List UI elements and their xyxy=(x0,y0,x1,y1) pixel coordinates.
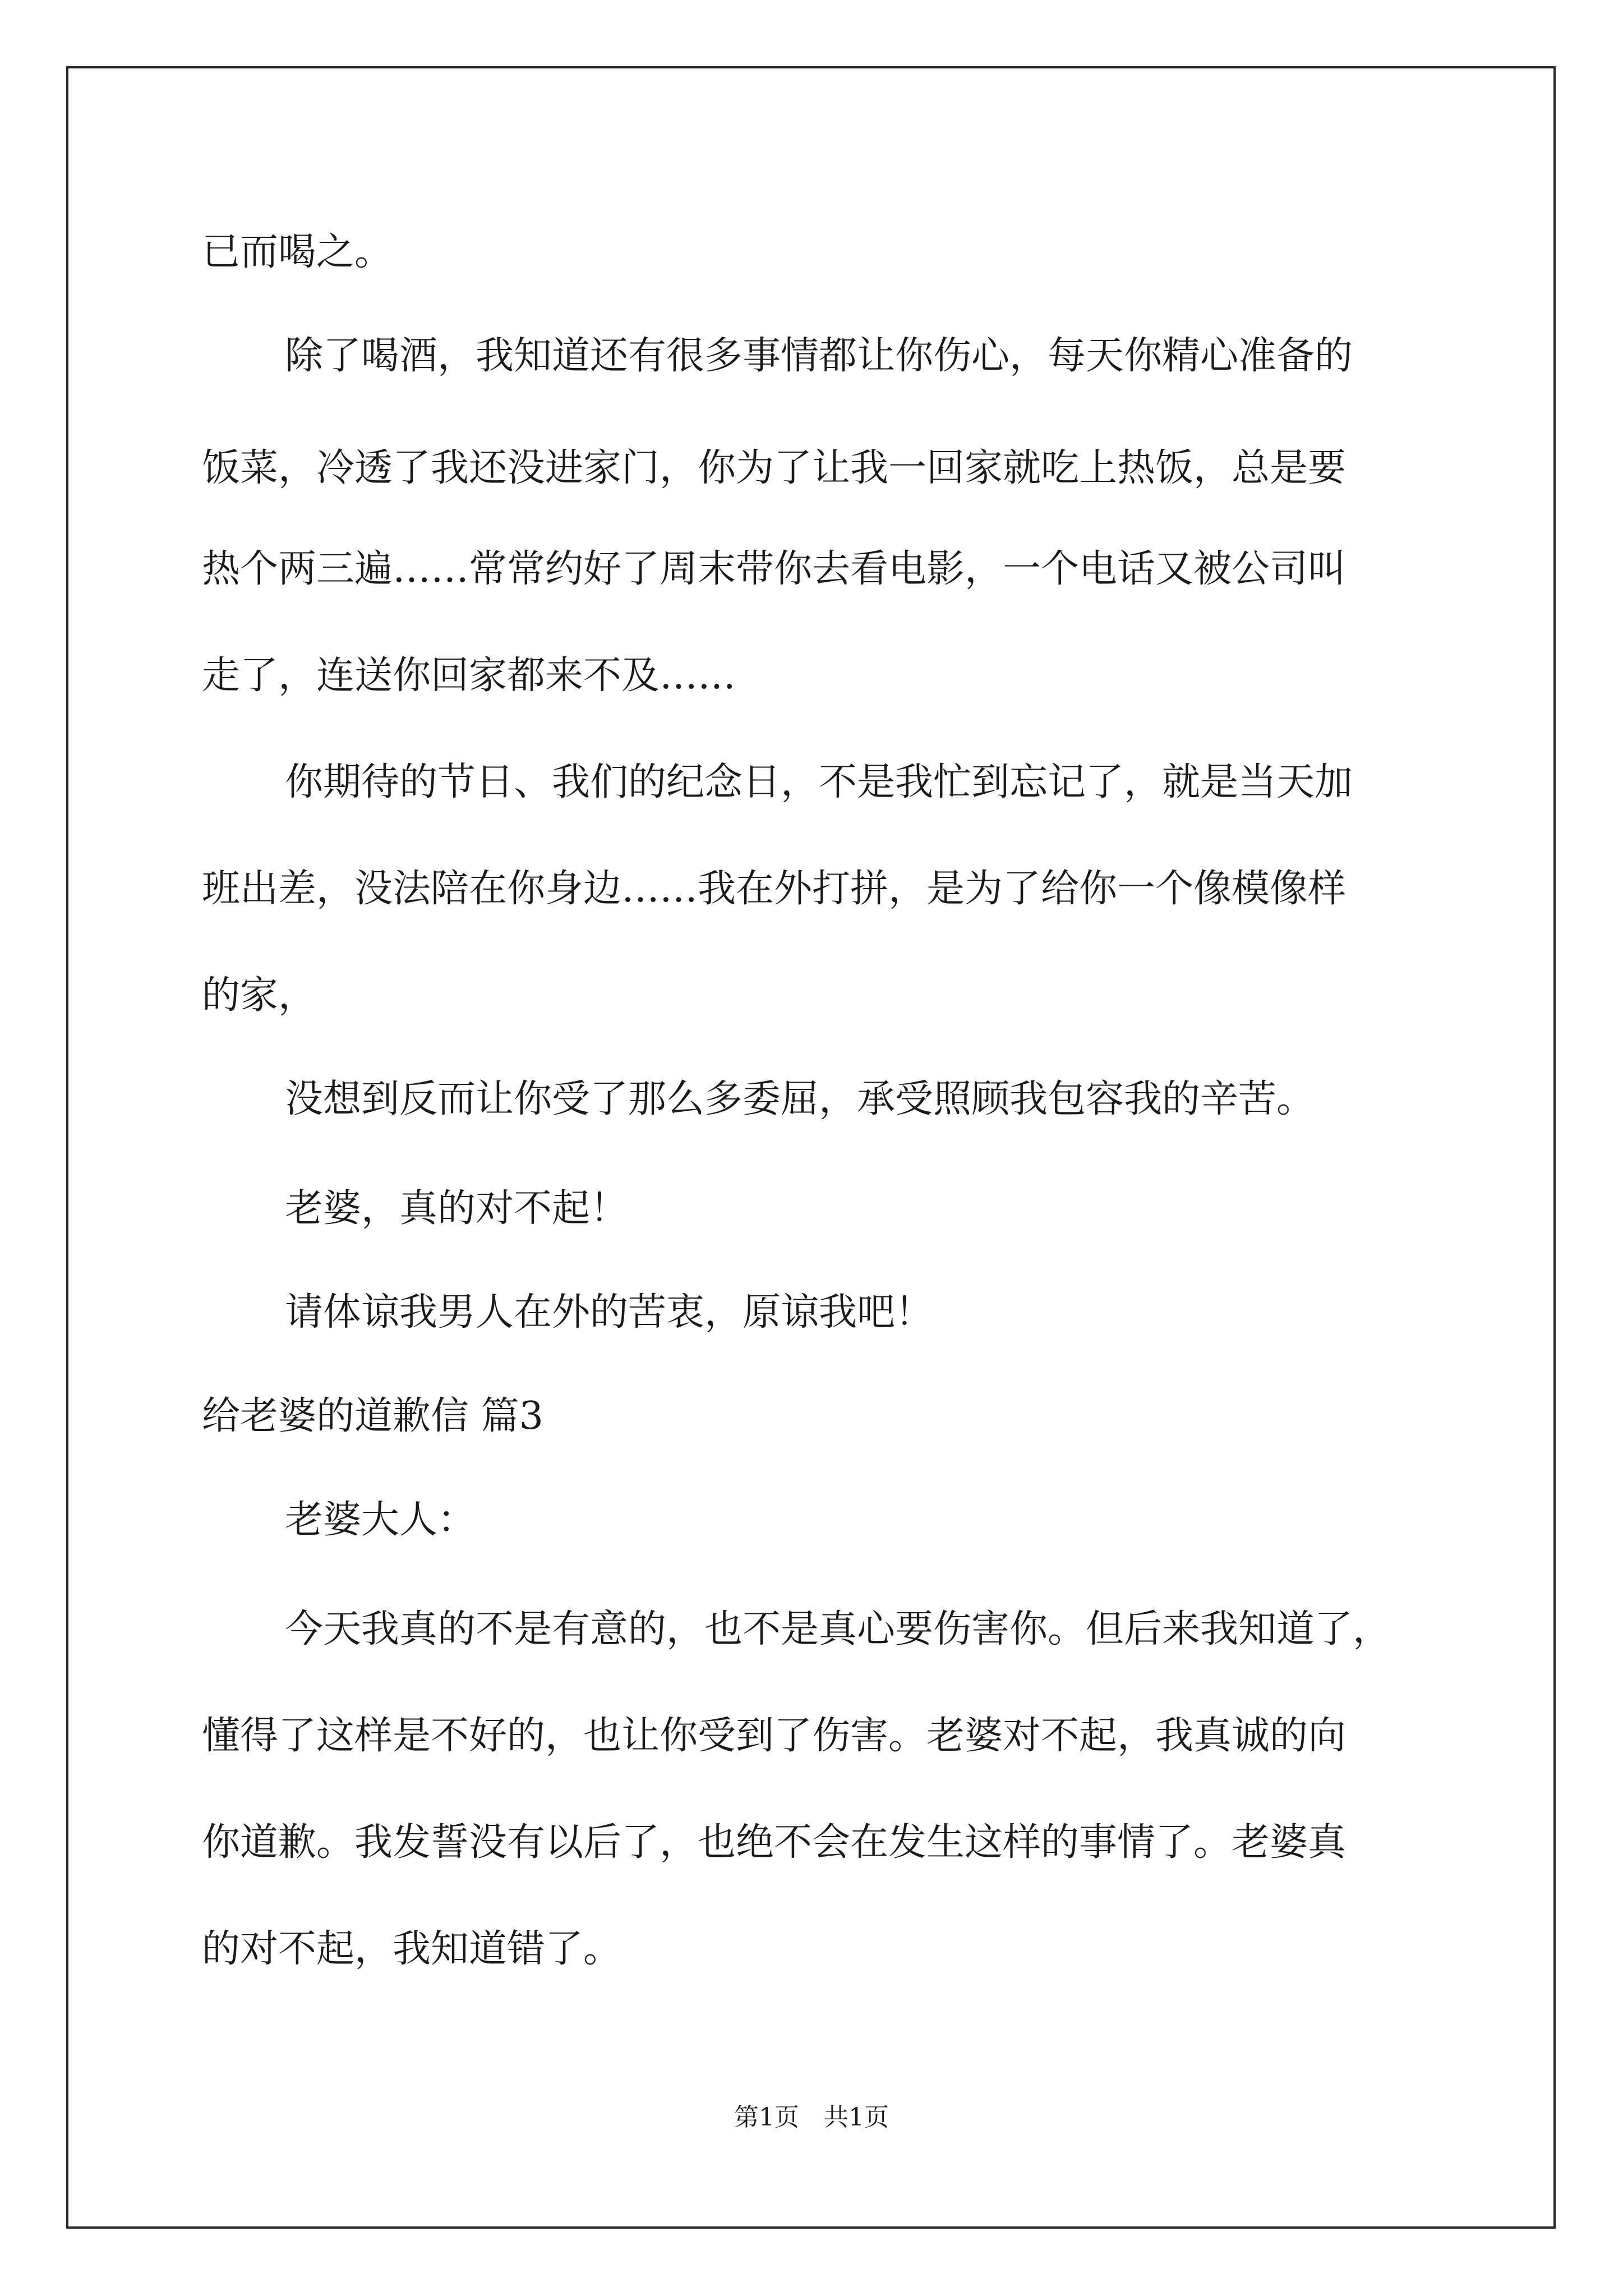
text-line: 请体谅我男人在外的苦衷，原谅我吧！ xyxy=(285,1290,934,1335)
text-line: 你道歉。我发誓没有以后了，也绝不会在发生这样的事情了。老婆真 xyxy=(202,1820,1347,1865)
text-line: 的对不起，我知道错了。 xyxy=(202,1927,622,1971)
salutation: 老婆大人： xyxy=(285,1498,476,1542)
section-heading: 给老婆的道歉信 篇3 xyxy=(202,1394,543,1438)
text-line: 没想到反而让你受了那么多委屈，承受照顾我包容我的辛苦。 xyxy=(285,1077,1315,1121)
text-line: 除了喝酒，我知道还有很多事情都让你伤心，每天你精心准备的 xyxy=(285,334,1353,378)
text-line: 你期待的节日、我们的纪念日，不是我忙到忘记了，就是当天加 xyxy=(285,760,1353,804)
text-line: 饭菜，冷透了我还没进家门，你为了让我一回家就吃上热饭，总是要 xyxy=(202,446,1347,490)
text-line: 懂得了这样是不好的，也让你受到了伤害。老婆对不起，我真诚的向 xyxy=(202,1714,1347,1758)
text-line: 今天我真的不是有意的，也不是真心要伤害你。但后来我知道了， xyxy=(285,1607,1391,1651)
text-line: 的家， xyxy=(202,973,317,1018)
text-line: 热个两三遍……常常约好了周末带你去看电影，一个电话又被公司叫 xyxy=(202,547,1347,591)
text-line: 已而喝之。 xyxy=(202,230,393,274)
text-line: 走了，连送你回家都来不及…… xyxy=(202,654,736,698)
page-footer: 第1页 共1页 xyxy=(734,2103,889,2132)
text-line: 老婆，真的对不起！ xyxy=(285,1186,629,1231)
text-line: 班出差，没法陪在你身边……我在外打拼，是为了给你一个像模像样 xyxy=(202,867,1347,911)
page-border xyxy=(66,66,1556,2229)
